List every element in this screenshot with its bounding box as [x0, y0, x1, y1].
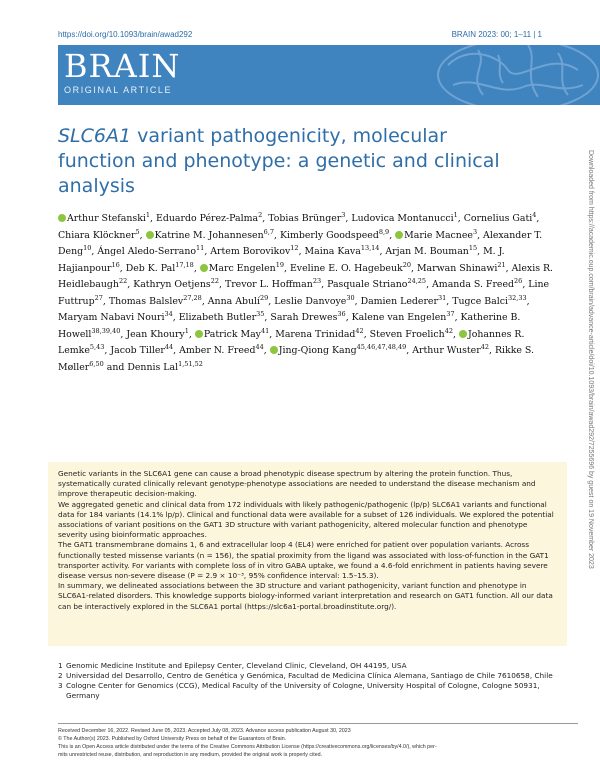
author-name: Eveline E. O. Hagebeuk [289, 262, 403, 274]
author-name: Steven Froelich [369, 328, 445, 340]
author-name: Alexander T. Deng [58, 229, 543, 258]
affiliation-item [58, 681, 558, 701]
journal-banner [58, 45, 600, 105]
title-text: variant pathogenicity, molecular function and phenotype: a genetic and clinical analysis [58, 125, 500, 197]
author: Trevor L. Hoffman$^{23}$, [224, 277, 325, 291]
journal-reference: BRAIN 2023: 00; 1–11 | 1 [451, 30, 542, 39]
author-affiliation-marks: 19 [275, 260, 284, 269]
author: Eduardo Pérez-Palma$^2$, [156, 211, 266, 225]
author: Katherine B. Howell$^{38,39,40}$, [58, 312, 521, 340]
author: Ángel Aledo-Serrano$^{11}$, [97, 244, 208, 258]
author-affiliation-marks: 38,39,40 [91, 326, 121, 335]
orcid-icon[interactable] [459, 330, 467, 338]
author-name: Katherine B. Howell [58, 312, 521, 340]
author-name: Maryam Nabavi Nouri [58, 312, 165, 324]
orcid-icon[interactable] [200, 264, 208, 272]
author-affiliation-marks: 17,18 [175, 260, 194, 269]
author-name: Deb K. Pal [125, 262, 176, 274]
abstract [48, 462, 567, 646]
author-affiliation-marks: 1 [145, 211, 151, 219]
author-name: Arthur Stefanski [67, 213, 146, 225]
author-name: Pasquale Striano [327, 279, 408, 291]
affiliation-number: 3 [58, 681, 63, 690]
author-name: Sarah Drewes [270, 312, 338, 324]
author-affiliation-marks: 13,14 [360, 244, 380, 253]
author-name: Eduardo Pérez-Palma [156, 213, 259, 225]
author-affiliation-marks: 41 [260, 326, 270, 335]
author-affiliation-marks: 12 [290, 244, 299, 253]
author: Maryam Nabavi Nouri$^{34}$, [58, 310, 176, 324]
author-affiliation-marks: 42 [480, 343, 489, 352]
author-affiliation-marks: 45,46,47,48,49 [356, 343, 407, 352]
orcid-icon[interactable] [395, 231, 403, 239]
affiliation-number: 1 [58, 661, 63, 670]
author-name: Maina Kava [304, 246, 361, 258]
author-name: Rikke S. Møller [58, 345, 534, 373]
publication-dates: Received December 16, 2022. Revised June 05, 2023. Accepted July 08, 2023. Advance access publication August 30, 2023 [58, 728, 351, 734]
author-affiliation-marks: 44 [164, 343, 174, 352]
author: Leslie Danvoye$^{30}$, [274, 293, 358, 307]
running-header [58, 30, 542, 46]
author-name: Thomas Balslev [108, 295, 184, 307]
affiliation-item [58, 671, 558, 681]
author: M. J. Hajianpour$^{16}$, [58, 246, 505, 274]
affiliation-text: Genomic Medicine Institute and Epilepsy Center, Cleveland Clinic, Cleveland, OH 44195, USA [66, 661, 407, 670]
author-name: Jean Khoury [126, 328, 185, 340]
author: Ludovica Montanucci$^1$, [351, 211, 461, 225]
author-name: Elizabeth Butler [178, 312, 257, 324]
author-name: Amber N. Freed [179, 345, 256, 357]
author: Anna Abulí$^{29}$, [207, 293, 272, 307]
author-affiliation-marks: 27 [94, 293, 103, 302]
author: Line Futtrup$^{27}$, [58, 279, 550, 307]
author-name: Marwan Shinawi [416, 262, 498, 274]
author-name: Tugce Balci [452, 295, 509, 307]
author-affiliation-marks: 2 [258, 211, 263, 219]
author: Deb K. Pal$^{17,18}$, [125, 260, 197, 274]
author-affiliation-marks: 24,25 [407, 277, 427, 286]
author-name: Kathryn Oetjens [133, 279, 211, 291]
author: Jacob Tiller$^{44}$, [110, 343, 177, 357]
author-name: Marena Trinidad [275, 328, 356, 340]
author-name: Trevor L. Hoffman [224, 279, 313, 291]
license-line-2: mits unrestricted reuse, distribution, and reproduction in any medium, provided the original work is properly cited. [58, 752, 323, 758]
author-name: Arthur Wuster [412, 345, 481, 357]
affiliation-number: 2 [58, 671, 63, 680]
author-affiliation-marks: 21 [497, 260, 506, 269]
author: Jing-Qiong Kang$^{45,46,47,48,49}$, [270, 345, 410, 356]
author-affiliation-marks: 22 [118, 277, 128, 286]
author: Tobias Brünger$^3$, [268, 211, 349, 225]
orcid-icon[interactable] [270, 346, 278, 354]
author-name: Jing-Qiong Kang [278, 345, 357, 357]
author-name: Chiara Klöckner [58, 229, 136, 241]
author-affiliation-marks: 34 [164, 310, 173, 319]
author: Johannes R. Lemke$^{5,43}$, [58, 328, 525, 357]
abstract-methods: We aggregated genetic and clinical data from 172 individuals with likely pathogenic/pathogenic (lp/p) SLC6A1 variants and functional data for 184 variants (14.1% lp/p). Clinical and functional data were available for a subset of 126 individuals. We explored the potential associations of variant positions on the GAT1 3D structure with variant pathogenicity, altered molecular function and phenotype severity using bioinformatic approaches. [58, 499, 554, 540]
author: Elizabeth Butler$^{35}$, [178, 310, 268, 324]
author-name: Alexis R. Heidlebaugh [58, 262, 554, 291]
author-affiliation-marks: 22 [210, 277, 219, 286]
author-name: Jacob Tiller [110, 345, 165, 357]
download-notice [584, 150, 594, 620]
author-name: Cornelius Gati [463, 213, 533, 225]
author-name: Artem Borovikov [210, 246, 291, 258]
author-affiliation-marks: 6,7 [263, 227, 274, 236]
author: Marena Trinidad$^{42}$, [275, 326, 367, 340]
author-affiliation-marks: 3 [341, 211, 346, 219]
author-affiliation-marks: 16 [111, 260, 120, 269]
author-affiliation-marks: 1,51,52 [178, 359, 203, 368]
author: Steven Froelich$^{42}$, [369, 326, 456, 340]
author-affiliation-marks: 1 [184, 326, 189, 335]
author-affiliation-marks: 4 [532, 211, 537, 219]
author: Amber N. Freed$^{44}$, [179, 343, 267, 357]
author-name: Line Futtrup [58, 279, 550, 307]
author-affiliation-marks: 15 [468, 244, 478, 253]
author-affiliation-marks: 42 [444, 326, 454, 335]
author-name: Johannes R. Lemke [58, 328, 525, 357]
author-name: Amanda S. Freed [432, 279, 515, 291]
author: and Dennis Lal$^{1,51,52}$ [106, 359, 203, 373]
author: Thomas Balslev$^{27,28}$, [108, 293, 205, 307]
author-affiliation-marks: 3 [472, 227, 478, 236]
author-affiliation-marks: 6,50 [89, 359, 104, 368]
author-name: Ángel Aledo-Serrano [97, 246, 197, 258]
author: Kalene van Engelen$^{37}$, [351, 310, 458, 324]
author-affiliation-marks: 5 [135, 227, 140, 236]
author-name: Marie Macnee [404, 229, 473, 241]
orcid-icon[interactable] [146, 231, 154, 239]
author: Marwan Shinawi$^{21}$, [416, 260, 509, 274]
download-notice-text: Downloaded from https://academic.oup.com/brain/advance-article/doi/10.1093/brain/awad292/7255696 by guest on 19 November 2023 [587, 150, 594, 569]
author-affiliation-marks: 30 [346, 293, 355, 302]
author: Marie Macnee$^3$, [395, 230, 480, 241]
author-affiliation-marks: 35 [256, 310, 265, 319]
author-name: Marc Engelen [208, 262, 276, 274]
abstract-results: The GAT1 transmembrane domains 1, 6 and extracellular loop 4 (EL4) were enriched for patient over population variants. Across functionally tested missense variants (n = 156), the spatial proximity from the ligand was associated with loss-of-function in the GAT1 transporter activity. For variants with complete loss of in vitro GABA uptake, we found a 4.6-fold enrichment in patients having severe disease versus non-severe disease (P = 2.9 × 10⁻³, 95% confidence interval: 1.5–15.3). [58, 540, 549, 581]
author-list [58, 209, 558, 374]
author: Pasquale Striano$^{24,25}$, [327, 277, 430, 291]
author-affiliation-marks: 42 [355, 326, 364, 335]
author-name: Patrick May [203, 328, 261, 340]
affiliation-text: Cologne Center for Genomics (CCG), Medical Faculty of the University of Cologne, University Hospital of Cologne, Cologne 50931, Germany [66, 681, 540, 700]
title-gene: SLC6A1 [58, 125, 132, 147]
author: Amanda S. Freed$^{26}$, [432, 277, 526, 291]
article-title [58, 124, 528, 199]
author: Artem Borovikov$^{12}$, [210, 244, 302, 258]
author-affiliation-marks: 20 [402, 260, 411, 269]
author-affiliation-marks: 23 [312, 277, 322, 286]
author-name: Leslie Danvoye [274, 295, 347, 307]
author-name: Dennis Lal [127, 361, 179, 373]
author: Eveline E. O. Hagebeuk$^{20}$, [289, 260, 414, 274]
orcid-icon[interactable] [58, 214, 66, 222]
doi-link[interactable]: https://doi.org/10.1093/brain/awad292 [58, 30, 193, 39]
author: Arthur Wuster$^{42}$, [412, 343, 492, 357]
author-name: Katrine M. Johannesen [154, 229, 264, 241]
author: Alexis R. Heidlebaugh$^{22}$, [58, 262, 554, 291]
author-name: Damien Lederer [360, 295, 438, 307]
author-affiliation-marks: 27,28 [183, 293, 202, 302]
author-affiliation-marks: 36 [337, 310, 346, 319]
affiliations [58, 661, 558, 701]
author-affiliation-marks: 5,43 [89, 343, 105, 352]
author-affiliation-marks: 10 [83, 244, 92, 253]
author: Kathryn Oetjens$^{22}$, [133, 277, 222, 291]
author-affiliation-marks: 29 [260, 293, 269, 302]
author-name: Anna Abulí [207, 295, 261, 307]
author-affiliation-marks: 11 [196, 244, 205, 253]
author-affiliation-marks: 32,33 [508, 293, 527, 302]
author: Tugce Balci$^{32,33}$, [452, 293, 530, 307]
author-affiliation-marks: 37 [446, 310, 455, 319]
author: Alexander T. Deng$^{10}$, [58, 229, 543, 258]
author: Arthur Stefanski$^1$, [58, 213, 153, 224]
author: Jean Khoury$^1$, [126, 326, 192, 340]
author: Chiara Klöckner$^5$, [58, 227, 143, 241]
publication-footer [58, 723, 578, 759]
license-line-1: This is an Open Access article distributed under the terms of the Creative Commons Attribution License (https://creativecommons.org/licenses/by/4.0/), which per- [58, 744, 437, 750]
author-name: M. J. Hajianpour [58, 246, 505, 274]
orcid-icon[interactable] [195, 330, 203, 338]
author: Kimberly Goodspeed$^{8,9}$, [279, 227, 393, 241]
affiliation-text: Universidad del Desarrollo, Centro de Genética y Genómica, Facultad de Medicina Clínica Alemana, Santiago de Chile 7610658, Chile [66, 671, 553, 680]
article-type: ORIGINAL ARTICLE [64, 85, 173, 95]
author-name: Arjan M. Bouman [385, 246, 469, 258]
author: Arjan M. Bouman$^{15}$, [385, 244, 481, 258]
abstract-background: Genetic variants in the SLC6A1 gene can cause a broad phenotypic disease spectrum by altering the protein function. Thus, systematically curated clinically relevant genotype-phenotype associations are needed to understand the disease mechanism and improve therapeutic decision-making. [58, 469, 536, 499]
copyright-notice: © The Author(s) 2023. Published by Oxford University Press on behalf of the Guarantors of Brain. [58, 736, 287, 742]
author-name: Ludovica Montanucci [351, 213, 454, 225]
brain-illustration-icon [408, 45, 600, 105]
author: Damien Lederer$^{31}$, [360, 293, 450, 307]
author: Sarah Drewes$^{36}$, [270, 310, 349, 324]
affiliation-item [58, 661, 558, 671]
author-affiliation-marks: 1 [453, 211, 458, 219]
author-name: Tobias Brünger [268, 213, 342, 225]
abstract-conclusion: In summary, we delineated associations between the 3D structure and variant pathogenicity, variant function and phenotype in SLC6A1-related disorders. This knowledge supports biology-informed variant interpretation and research on GAT1 function. All our data can be interactively explored in the SLC6A1 portal (https://slc6a1-portal.broadinstitute.org/). [58, 581, 553, 611]
author-affiliation-marks: 44 [255, 343, 264, 352]
author-name: Kimberly Goodspeed [279, 229, 379, 241]
author-affiliation-marks: 26 [514, 277, 523, 286]
author: Katrine M. Johannesen$^{6,7}$, [146, 230, 277, 241]
author-affiliation-marks: 8,9 [378, 227, 390, 236]
journal-name: BRAIN [64, 47, 181, 85]
author: Patrick May$^{41}$, [195, 329, 272, 340]
author-affiliation-marks: 31 [437, 293, 447, 302]
author: Maina Kava$^{13,14}$, [304, 244, 383, 258]
author-name: Kalene van Engelen [351, 312, 447, 324]
author: Marc Engelen$^{19}$, [200, 263, 287, 274]
author: Cornelius Gati$^4$, [463, 211, 540, 225]
